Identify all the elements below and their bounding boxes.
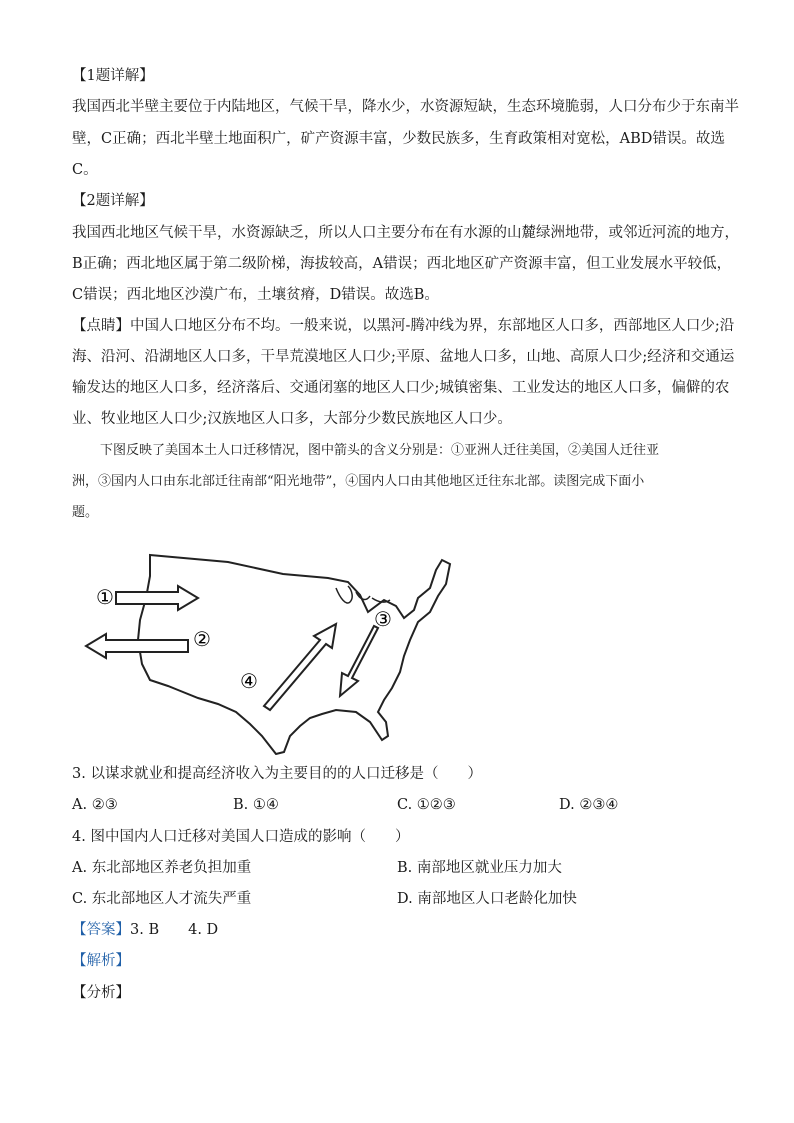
tip-line-3: 输发达的地区人口多，经济落后、交通闭塞的地区人口少;城镇密集、工业发达的地区人口多，偏僻的农 [72, 380, 730, 396]
q4-option-a: A. 东北部地区养老负担加重 [72, 860, 252, 876]
map-label-2: ② [193, 627, 211, 651]
q3-option-c: C. ①②③ [397, 797, 456, 813]
map-label-3: ③ [374, 607, 392, 631]
tip-line-2: 海、沿河、沿湖地区人口多，干旱荒漠地区人口少;平原、盆地人口多，山地、高原人口少;经济和交通运 [72, 349, 735, 365]
q3-option-b: B. ①④ [233, 797, 279, 813]
q2-heading: 【2题详解】 [72, 193, 154, 209]
q4-stem: 4. 图中国内人口迁移对美国人口造成的影响（ ） [72, 829, 410, 845]
tip-line-4: 业、牧业地区人口少;汉族地区人口多，大部分少数民族地区人口少。 [72, 411, 512, 427]
arrow-2-icon [86, 634, 188, 658]
answer-value: 3. B 4. D [130, 922, 219, 938]
intro-line-2: 洲，③国内人口由东北部迁往南部“阳光地带”，④国内人口由其他地区迁往东北部。读图完成下面小 [72, 474, 645, 489]
arrow-3-icon [340, 626, 378, 696]
q2-line-2: B正确；西北地区属于第二级阶梯，海拔较高，A错误；西北地区矿产资源丰富，但工业发展水平较低， [72, 256, 732, 272]
q4-option-b: B. 南部地区就业压力加大 [397, 860, 562, 876]
q1-line-2: 壁，C正确；西北半壁土地面积广，矿产资源丰富，少数民族多，生育政策相对宽松，ABD错误。故选 [72, 131, 725, 147]
usa-migration-map [78, 540, 458, 755]
tip-line-1: 【点睛】中国人口地区分布不均。一般来说，以黑河-腾冲线为界，东部地区人口多，西部地区人口少;沿 [72, 318, 735, 334]
fenxi-label: 【分析】 [72, 985, 130, 1001]
q1-line-3: C。 [72, 162, 98, 178]
q3-stem: 3. 以谋求就业和提高经济收入为主要目的的人口迁移是（ ） [72, 766, 482, 782]
intro-line-1: 下图反映了美国本土人口迁移情况，图中箭头的含义分别是：①亚洲人迁往美国，②美国人迁往亚 [100, 443, 660, 458]
answer-label: 【答案】 [72, 922, 130, 938]
intro-line-3: 题。 [72, 505, 99, 520]
q1-line-1: 我国西北半壁主要位于内陆地区，气候干旱，降水少，水资源短缺，生态环境脆弱，人口分布少于东南半 [72, 99, 739, 115]
q1-heading: 【1题详解】 [72, 68, 154, 84]
q3-option-a: A. ②③ [72, 797, 118, 813]
arrow-1-icon [116, 586, 198, 610]
usa-outline [138, 555, 450, 754]
q2-line-1: 我国西北地区气候干旱，水资源缺乏，所以人口主要分布在有水源的山麓绿洲地带，或邻近河流的地方， [72, 225, 739, 241]
answer-line [72, 920, 218, 940]
arrow-4-icon [264, 624, 336, 710]
q4-option-c: C. 东北部地区人才流失严重 [72, 891, 252, 907]
map-label-4: ④ [240, 669, 258, 693]
q3-option-d: D. ②③④ [559, 797, 619, 813]
q4-option-d: D. 南部地区人口老龄化加快 [397, 891, 577, 907]
analysis-label: 【解析】 [72, 953, 130, 969]
map-label-1: ① [96, 585, 114, 609]
q2-line-3: C错误；西北地区沙漠广布，土壤贫瘠，D错误。故选B。 [72, 287, 439, 303]
